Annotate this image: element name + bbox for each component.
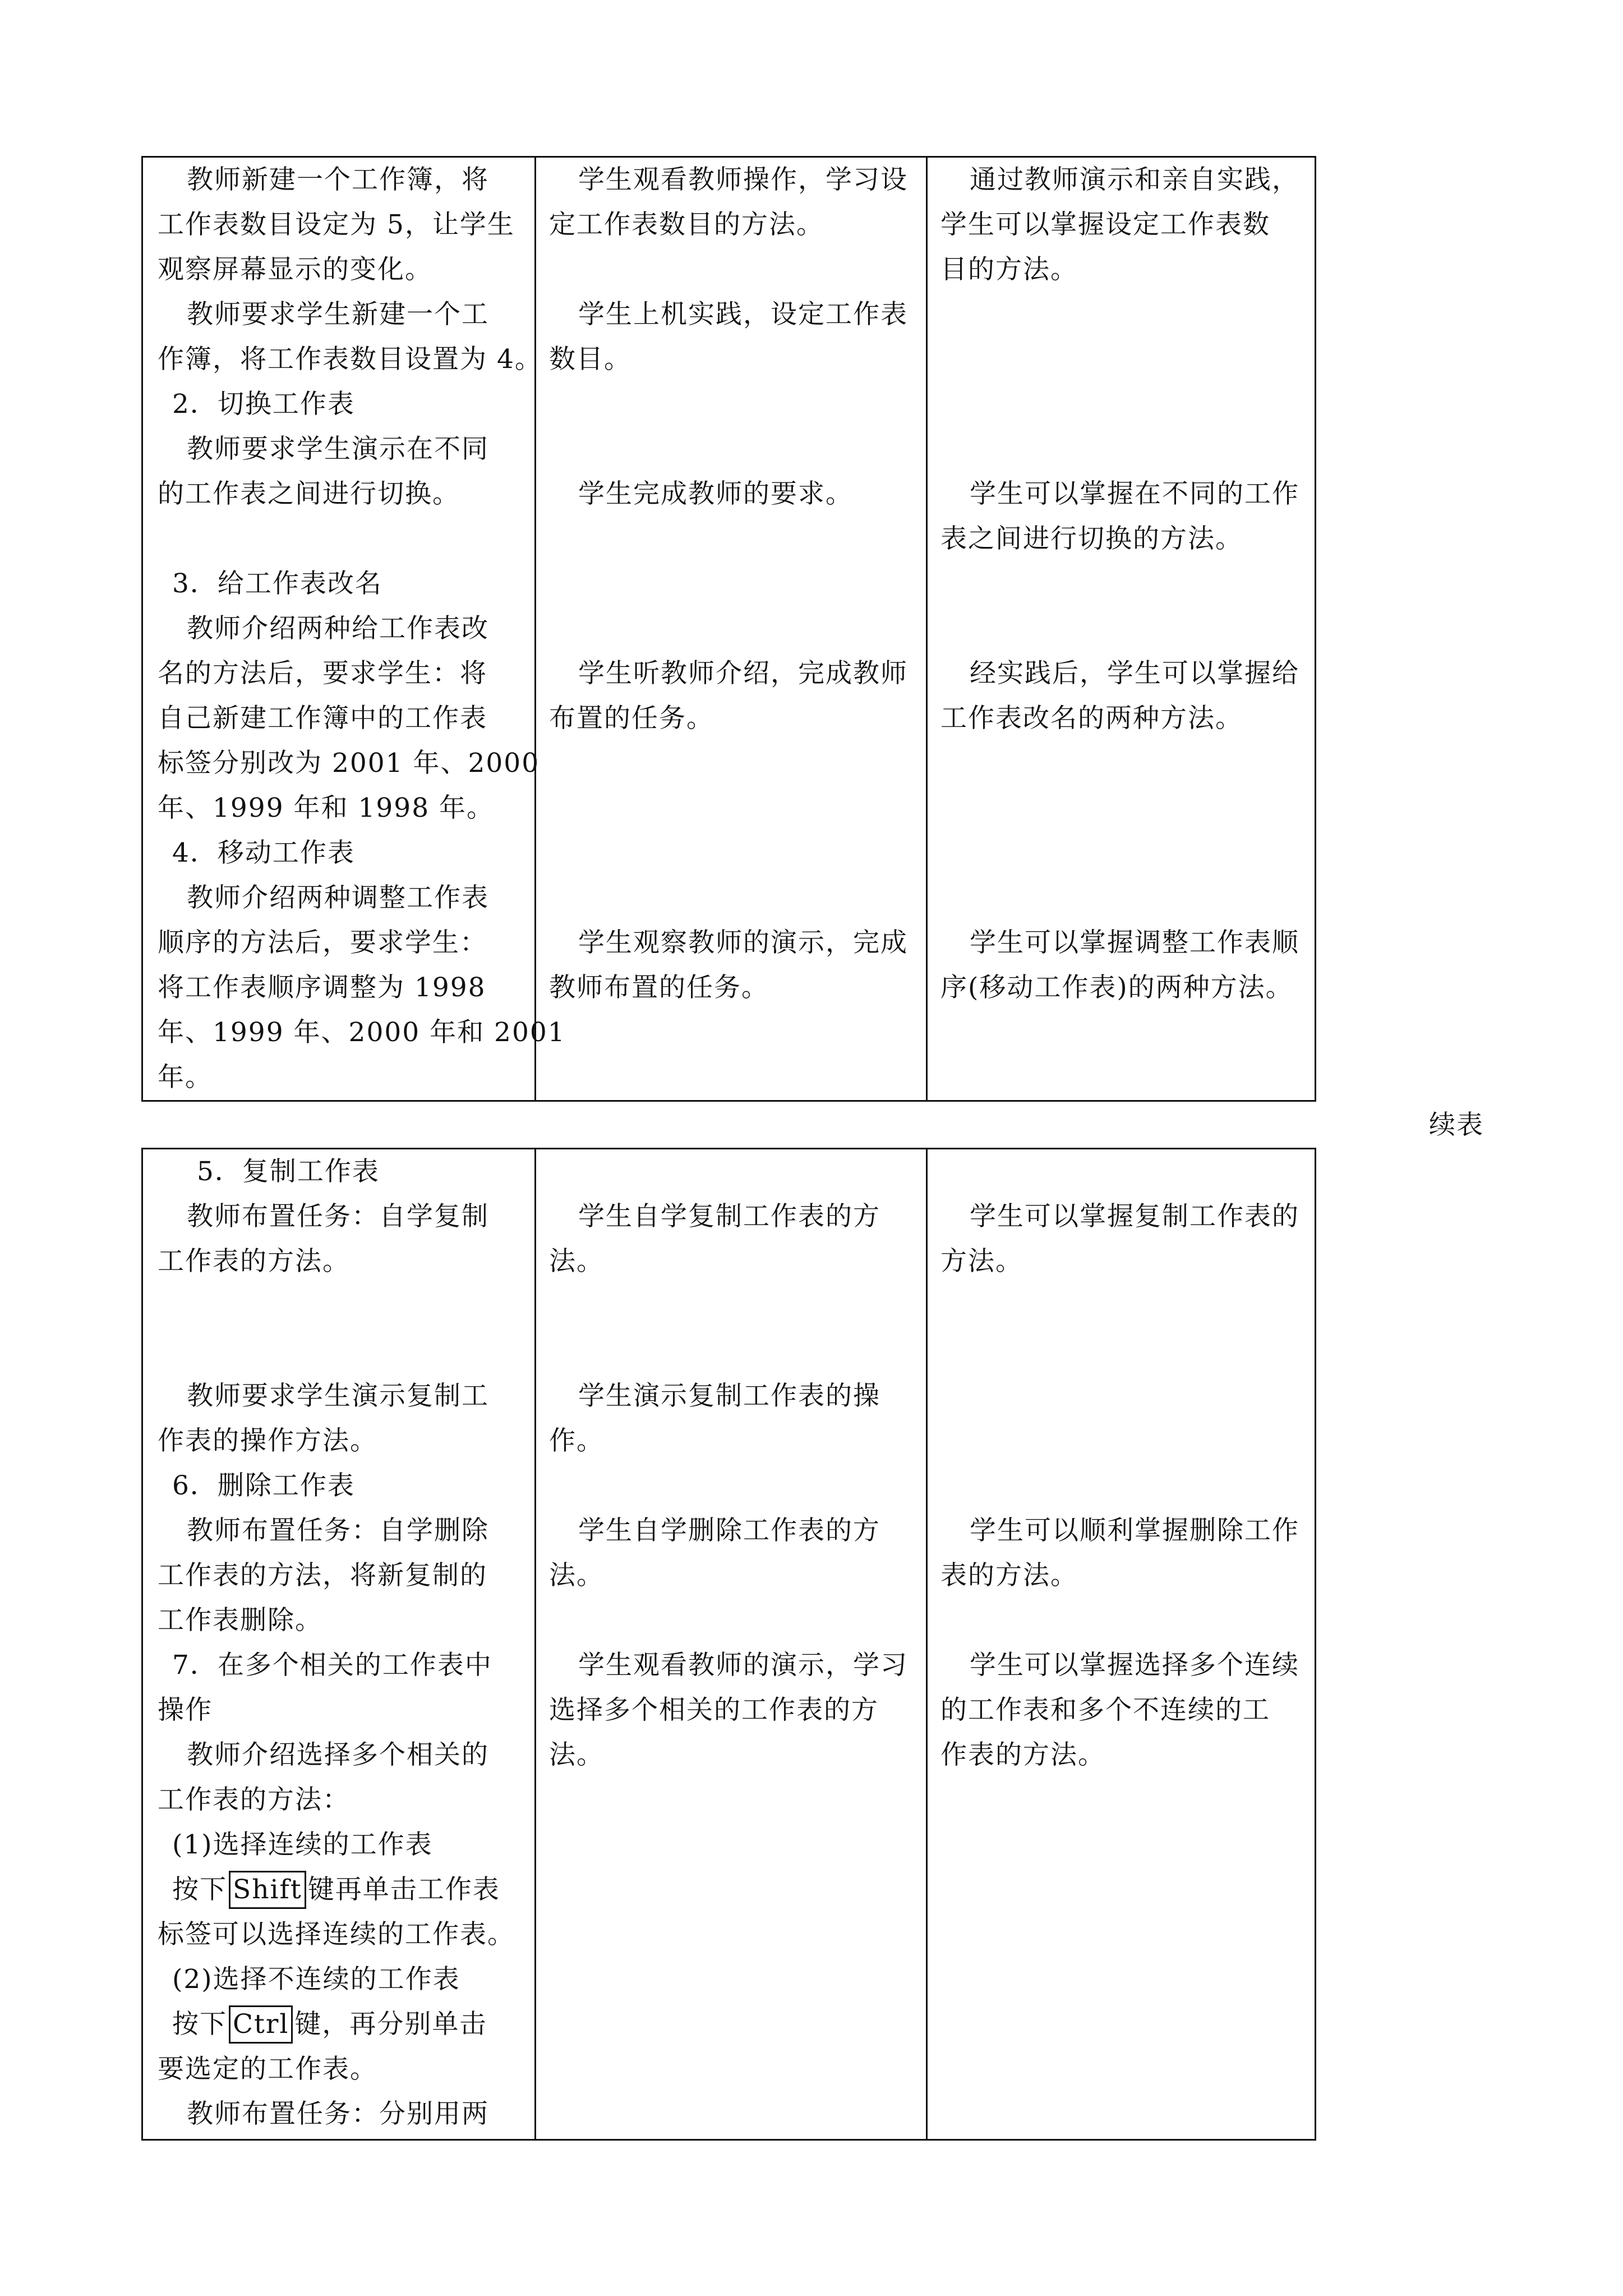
teacher-activity-line: 顺序的方法后，要求学生：	[158, 927, 487, 958]
press-rest: 键再单击工作表	[307, 1874, 500, 1905]
student-activity-line: 学生观看教师的演示，学习	[578, 1650, 908, 1681]
teacher-activity-line: 教师布置任务：自学复制	[187, 1201, 489, 1232]
section-heading: 6．删除工作表	[172, 1470, 355, 1501]
teacher-activity-line: 作簿，将工作表数目设置为 4。	[158, 344, 542, 375]
design-intent-line: 学生可以顺利掌握删除工作	[970, 1515, 1299, 1546]
design-intent-line: 目的方法。	[940, 254, 1078, 285]
press-label: 按下	[172, 2009, 227, 2040]
design-intent-line: 学生可以掌握调整工作表顺	[970, 927, 1299, 958]
design-intent-line: 表之间进行切换的方法。	[940, 523, 1243, 554]
student-activity-line: 学生演示复制工作表的操	[578, 1381, 880, 1411]
teacher-activity-line: 教师布置任务：自学删除	[187, 1515, 489, 1546]
student-activity-line: 定工作表数目的方法。	[549, 209, 824, 240]
teacher-activity-line: 教师介绍两种给工作表改	[187, 613, 489, 644]
column-divider	[926, 1149, 928, 2139]
teacher-activity-line: 年。	[158, 1062, 213, 1093]
design-intent-line: 表的方法。	[940, 1560, 1078, 1591]
teacher-activity-line	[172, 1867, 500, 1912]
press-rest: 键，再分别单击	[294, 2009, 487, 2040]
design-intent-line: 的工作表和多个不连续的工	[940, 1695, 1270, 1726]
student-activity-line: 教师布置的任务。	[549, 972, 769, 1003]
shift-key-icon: Shift	[229, 1871, 306, 1909]
student-activity-line: 法。	[549, 1246, 604, 1277]
section-heading: 操作	[158, 1695, 213, 1726]
teacher-activity-line: 教师要求学生新建一个工	[187, 299, 489, 330]
design-intent-line: 学生可以掌握设定工作表数	[940, 209, 1270, 240]
lesson-table-2	[141, 1148, 1316, 2141]
design-intent-line: 序(移动工作表)的两种方法。	[940, 972, 1293, 1003]
teacher-activity-line	[172, 2002, 487, 2047]
student-activity-line: 学生自学复制工作表的方	[578, 1201, 880, 1232]
teacher-activity-line: 教师介绍两种调整工作表	[187, 882, 489, 913]
student-activity-line: 选择多个相关的工作表的方	[549, 1695, 879, 1726]
teacher-activity-line: 工作表的方法，将新复制的	[158, 1560, 487, 1591]
teacher-activity-line: 要选定的工作表。	[158, 2054, 377, 2085]
design-intent-line: 经实践后，学生可以掌握给	[970, 658, 1299, 689]
student-activity-line: 学生观看教师操作，学习设	[578, 164, 908, 195]
teacher-activity-line: 观察屏幕显示的变化。	[158, 254, 432, 285]
teacher-activity-line: 教师要求学生演示复制工	[187, 1381, 489, 1411]
teacher-activity-line: 标签分别改为 2001 年、2000	[158, 748, 540, 779]
teacher-activity-line: 教师介绍选择多个相关的	[187, 1740, 489, 1770]
design-intent-line: 通过教师演示和亲自实践，	[970, 164, 1299, 195]
teacher-activity-line: 的工作表之间进行切换。	[158, 478, 460, 509]
student-activity-line: 法。	[549, 1560, 604, 1591]
teacher-activity-line: 工作表删除。	[158, 1605, 322, 1636]
design-intent-line: 工作表改名的两种方法。	[940, 703, 1243, 734]
teacher-activity-line: 工作表的方法。	[158, 1246, 350, 1277]
student-activity-line: 学生观察教师的演示，完成	[578, 927, 908, 958]
design-intent-line: 方法。	[940, 1246, 1023, 1277]
continued-table-label: 续表	[1429, 1110, 1484, 1140]
teacher-activity-line: 作表的操作方法。	[158, 1425, 377, 1456]
teacher-activity-line: 教师新建一个工作簿，将	[187, 164, 489, 195]
teacher-activity-line: 年、1999 年、2000 年和 2001	[158, 1017, 566, 1048]
student-activity-line: 学生听教师介绍，完成教师	[578, 658, 908, 689]
design-intent-line: 学生可以掌握在不同的工作	[970, 478, 1299, 509]
section-heading: 7．在多个相关的工作表中	[172, 1650, 492, 1681]
student-activity-line: 数目。	[549, 344, 631, 375]
press-label: 按下	[172, 1874, 227, 1905]
lesson-table-1	[141, 156, 1316, 1102]
teacher-activity-line: 教师布置任务：分别用两	[187, 2099, 489, 2129]
student-activity-line: 作。	[549, 1425, 604, 1456]
ctrl-key-icon: Ctrl	[229, 2005, 293, 2044]
student-activity-line: 学生上机实践，设定工作表	[578, 299, 908, 330]
teacher-activity-line: 标签可以选择连续的工作表。	[158, 1919, 515, 1950]
section-heading: 4．移动工作表	[172, 838, 355, 868]
teacher-activity-line: 年、1999 年和 1998 年。	[158, 793, 495, 823]
teacher-activity-line: 将工作表顺序调整为 1998	[158, 972, 486, 1003]
student-activity-line: 法。	[549, 1740, 604, 1770]
section-heading: 2．切换工作表	[172, 389, 355, 420]
teacher-activity-line: 教师要求学生演示在不同	[187, 434, 489, 464]
design-intent-line: 作表的方法。	[940, 1740, 1105, 1770]
section-heading: 3．给工作表改名	[172, 568, 382, 599]
design-intent-line: 学生可以掌握复制工作表的	[970, 1201, 1299, 1232]
teacher-activity-line: 自己新建工作簿中的工作表	[158, 703, 487, 734]
column-divider	[534, 1149, 536, 2139]
section-heading: 5．复制工作表	[197, 1156, 380, 1187]
student-activity-line: 学生自学删除工作表的方	[578, 1515, 880, 1546]
sub-heading: (2)选择不连续的工作表	[172, 1964, 460, 1995]
column-divider	[534, 158, 536, 1100]
student-activity-line: 学生完成教师的要求。	[578, 478, 853, 509]
teacher-activity-line: 名的方法后，要求学生：将	[158, 658, 487, 689]
column-divider	[926, 158, 928, 1100]
design-intent-line: 学生可以掌握选择多个连续	[970, 1650, 1299, 1681]
teacher-activity-line: 工作表数目设定为 5，让学生	[158, 209, 515, 240]
student-activity-line: 布置的任务。	[549, 703, 714, 734]
sub-heading: (1)选择连续的工作表	[172, 1829, 433, 1860]
teacher-activity-line: 工作表的方法：	[158, 1784, 350, 1815]
